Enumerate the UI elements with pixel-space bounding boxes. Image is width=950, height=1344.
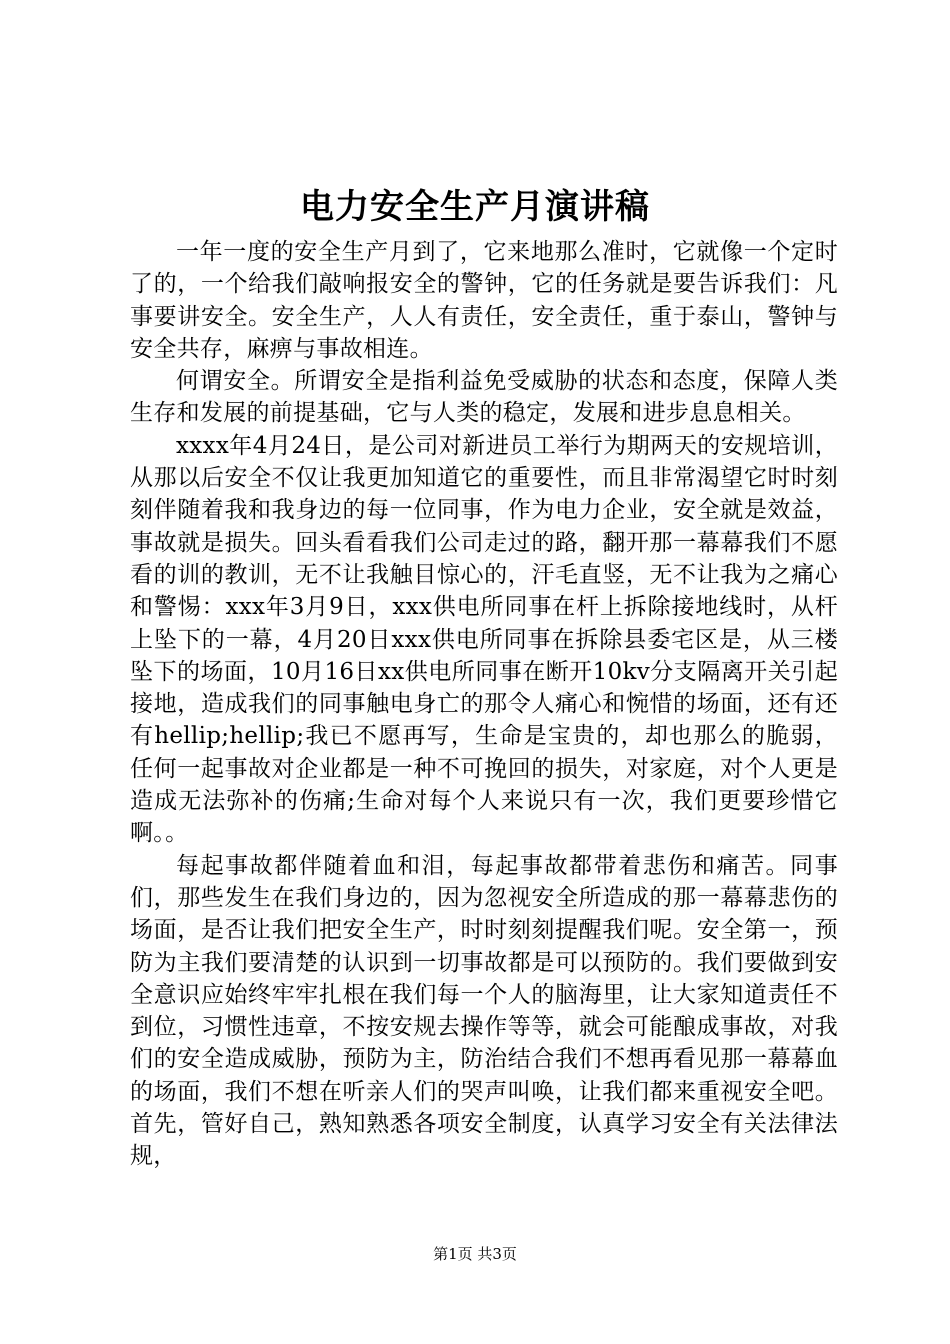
paragraph: xxxx年4月24日，是公司对新进员工举行为期两天的安规培训，从那以后安全不仅让我更加知道它的重要性，而且非常渴望它时时刻刻伴随着我和我身边的每一位同事，作为电力企业，安全就是效益，事故就是损失。回头看看我们公司走过的路，翻开那一幕幕我们不愿看的训的教训，无不让我触目惊心的，汗毛直竖，无不让我为之痛心和警惕：xxx年3月9日，xxx供电所同事在杆上拆除接地线时，从杆上坠下的一幕，4月20日xxx供电所同事在拆除县委宅区是，从三楼坠下的场面，10月16日xx供电所同事在断开10kv分支隔离开关引起接地，造成我们的同事触电身亡的那令人痛心和惋惜的场面，还有还有hellip;hellip;我已不愿再写，生命是宝贵的，却也那么的脆弱，任何一起事故对企业都是一种不可挽回的损失，对家庭，对个人更是造成无法弥补的伤痛;生命对每个人来说只有一次，我们更要珍惜它啊。。 xyxy=(130,432,838,847)
paragraph: 一年一度的安全生产月到了，它来地那么准时，它就像一个定时了的，一个给我们敲响报安全的警钟，它的任务就是要告诉我们：凡事要讲安全。安全生产，人人有责任，安全责任，重于泰山，警钟与安全共存，麻痹与事故相连。 xyxy=(130,239,838,362)
paragraph: 何谓安全。所谓安全是指利益免受威胁的状态和态度，保障人类生存和发展的前提基础，它与人类的稳定，发展和进步息息相关。 xyxy=(130,368,838,427)
page-number-footer: 第1页 共3页 xyxy=(433,1245,517,1263)
document-body xyxy=(130,236,838,1173)
paragraph: 每起事故都伴随着血和泪，每起事故都带着悲伤和痛苦。同事们，那些发生在我们身边的，因为忽视安全所造成的那一幕幕悲伤的场面，是否让我们把安全生产，时时刻刻提醒我们呢。安全第一，预防为主我们要清楚的认识到一切事故都是可以预防的。我们要做到安全意识应始终牢牢扎根在我们每一个人的脑海里，让大家知道责任不到位，习惯性违章，不按安规去操作等等，就会可能酿成事故，对我们的安全造成威胁，预防为主，防治结合我们不想再看见那一幕幕血的场面，我们不想在听亲人们的哭声叫唤，让我们都来重视安全吧。首先，管好自己，熟知熟悉各项安全制度，认真学习安全有关法律法规， xyxy=(130,852,838,1170)
document-title: 电力安全生产月演讲稿 xyxy=(300,187,650,227)
